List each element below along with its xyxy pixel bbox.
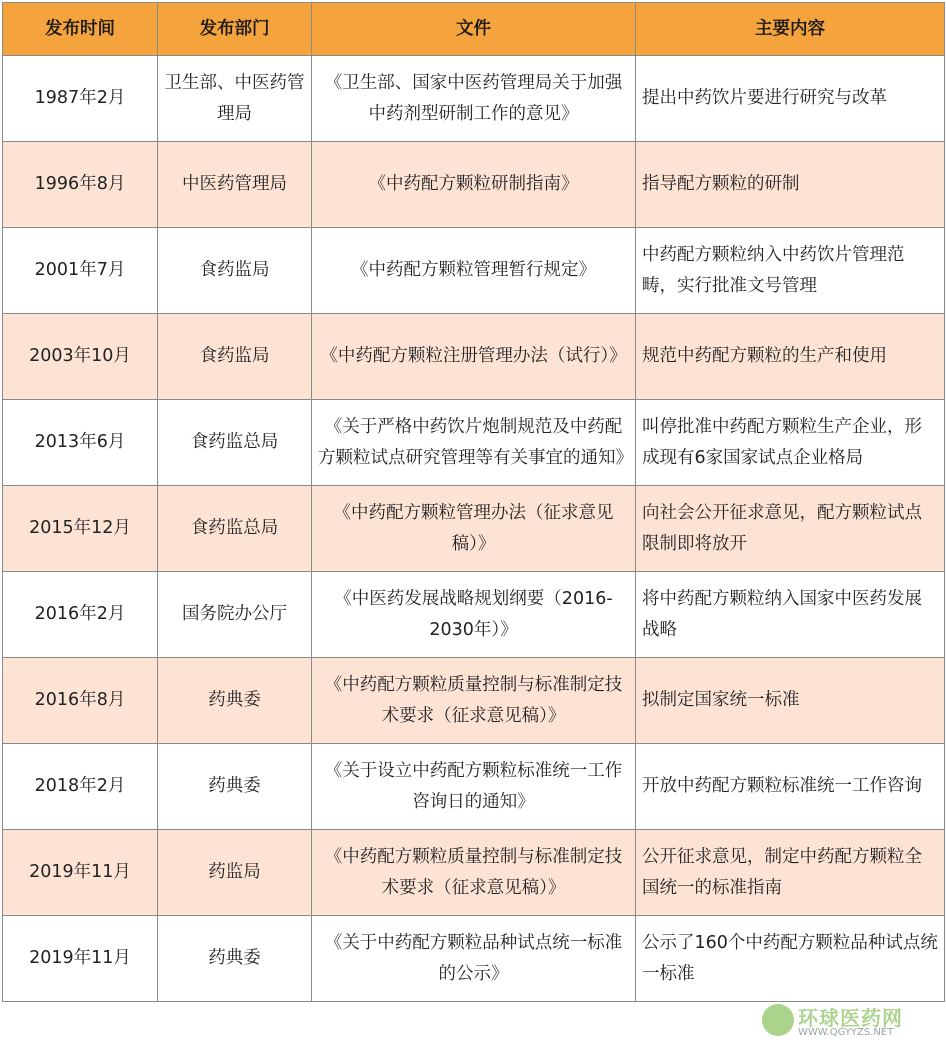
- cell-content: 向社会公开征求意见，配方颗粒试点限制即将放开: [636, 486, 945, 572]
- watermark-url: WWW.QGYYZS.NET: [798, 1027, 894, 1038]
- cell-doc: 《关于中药配方颗粒品种试点统一标准的公示》: [312, 916, 636, 1002]
- cell-dept: 食药监总局: [158, 400, 312, 486]
- cell-date: 2016年2月: [3, 572, 158, 658]
- cell-doc: 《中药配方颗粒注册管理办法（试行）》: [312, 314, 636, 400]
- cell-dept: 卫生部、中医药管理局: [158, 56, 312, 142]
- cell-content: 将中药配方颗粒纳入国家中医药发展战略: [636, 572, 945, 658]
- watermark: [762, 1002, 932, 1042]
- cell-doc: 《中药配方颗粒研制指南》: [312, 142, 636, 228]
- header-date: 发布时间: [3, 3, 158, 56]
- cell-date: 2019年11月: [3, 916, 158, 1002]
- header-row: [3, 3, 945, 56]
- cell-dept: 中医药管理局: [158, 142, 312, 228]
- cell-date: 2016年8月: [3, 658, 158, 744]
- cell-dept: 药典委: [158, 916, 312, 1002]
- table-row: [3, 916, 945, 1002]
- table-row: [3, 400, 945, 486]
- cell-doc: 《卫生部、国家中医药管理局关于加强中药剂型研制工作的意见》: [312, 56, 636, 142]
- table-row: [3, 56, 945, 142]
- cell-date: 2013年6月: [3, 400, 158, 486]
- cell-date: 2015年12月: [3, 486, 158, 572]
- cell-dept: 食药监总局: [158, 486, 312, 572]
- table-row: [3, 658, 945, 744]
- table-row: [3, 572, 945, 658]
- globe-logo-icon: [762, 1004, 794, 1036]
- cell-content: 规范中药配方颗粒的生产和使用: [636, 314, 945, 400]
- cell-date: 1987年2月: [3, 56, 158, 142]
- table-row: [3, 486, 945, 572]
- cell-date: 2019年11月: [3, 830, 158, 916]
- cell-dept: 药典委: [158, 658, 312, 744]
- cell-dept: 药监局: [158, 830, 312, 916]
- header-dept: 发布部门: [158, 3, 312, 56]
- watermark-text: 环球医药网: [798, 1006, 903, 1030]
- cell-content: 开放中药配方颗粒标准统一工作咨询: [636, 744, 945, 830]
- cell-dept: 食药监局: [158, 228, 312, 314]
- cell-content: 指导配方颗粒的研制: [636, 142, 945, 228]
- cell-date: 2018年2月: [3, 744, 158, 830]
- cell-content: 中药配方颗粒纳入中药饮片管理范畴，实行批准文号管理: [636, 228, 945, 314]
- table-row: [3, 744, 945, 830]
- table-row: [3, 142, 945, 228]
- header-doc: 文件: [312, 3, 636, 56]
- cell-doc: 《中药配方颗粒质量控制与标准制定技术要求（征求意见稿）》: [312, 658, 636, 744]
- table-row: [3, 830, 945, 916]
- policy-table: [2, 2, 945, 1002]
- cell-dept: 国务院办公厅: [158, 572, 312, 658]
- cell-date: 1996年8月: [3, 142, 158, 228]
- cell-doc: 《中药配方颗粒管理办法（征求意见稿）》: [312, 486, 636, 572]
- cell-dept: 药典委: [158, 744, 312, 830]
- cell-doc: 《关于严格中药饮片炮制规范及中药配方颗粒试点研究管理等有关事宜的通知》: [312, 400, 636, 486]
- table-row: [3, 228, 945, 314]
- header-content: 主要内容: [636, 3, 945, 56]
- cell-content: 公开征求意见，制定中药配方颗粒全国统一的标准指南: [636, 830, 945, 916]
- cell-date: 2003年10月: [3, 314, 158, 400]
- cell-doc: 《中药配方颗粒质量控制与标准制定技术要求（征求意见稿）》: [312, 830, 636, 916]
- cell-content: 公示了160个中药配方颗粒品种试点统一标准: [636, 916, 945, 1002]
- cell-content: 提出中药饮片要进行研究与改革: [636, 56, 945, 142]
- cell-doc: 《中药配方颗粒管理暂行规定》: [312, 228, 636, 314]
- cell-doc: 《中医药发展战略规划纲要（2016-2030年）》: [312, 572, 636, 658]
- cell-content: 拟制定国家统一标准: [636, 658, 945, 744]
- cell-dept: 食药监局: [158, 314, 312, 400]
- table-row: [3, 314, 945, 400]
- cell-content: 叫停批准中药配方颗粒生产企业，形成现有6家国家试点企业格局: [636, 400, 945, 486]
- cell-date: 2001年7月: [3, 228, 158, 314]
- cell-doc: 《关于设立中药配方颗粒标准统一工作咨询日的通知》: [312, 744, 636, 830]
